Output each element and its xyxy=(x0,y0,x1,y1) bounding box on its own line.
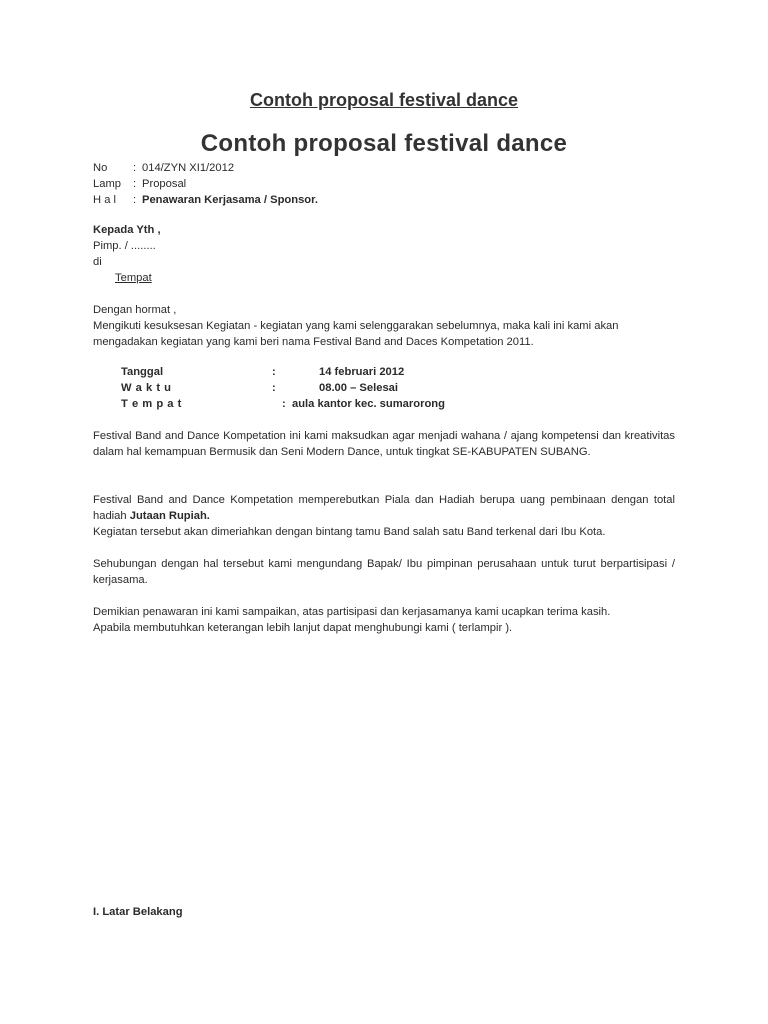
schedule-sep: : xyxy=(272,366,276,378)
field-value: Penawaran Kerjasama / Sponsor. xyxy=(142,194,318,206)
field-label: Lamp xyxy=(93,178,121,190)
paragraph-prize xyxy=(93,492,675,524)
schedule-label: Tanggal xyxy=(121,366,164,378)
prize-amount: Jutaan Rupiah. xyxy=(129,510,210,522)
schedule-row-time xyxy=(121,380,398,396)
paragraph-invite: Sehubungan dengan hal tersebut kami mengundang Bapak/ Ibu pimpinan perusahaan untuk turut berpartisipasi / kerjasama. xyxy=(93,558,675,586)
header-field-no xyxy=(93,160,234,176)
field-value: 014/ZYN XI1/2012 xyxy=(142,162,235,174)
section-heading: I. Latar Belakang xyxy=(93,906,183,918)
schedule-sep: : xyxy=(282,398,286,410)
field-sep: : xyxy=(133,194,137,206)
schedule-row-place xyxy=(121,396,445,412)
intro-line: mengadakan kegiatan yang kami beri nama Festival Band and Daces Kompetation 2011. xyxy=(93,336,534,348)
field-sep: : xyxy=(133,162,137,174)
closing-line: Demikian penawaran ini kami sampaikan, atas partisipasi dan kerjasamanya kami ucapkan terima kasih. xyxy=(93,606,611,618)
field-label: H a l xyxy=(93,194,117,206)
field-sep: : xyxy=(133,178,137,190)
document-subtitle: Contoh proposal festival dance xyxy=(249,90,519,110)
schedule-label: T e m p a t xyxy=(121,398,182,410)
recipient-line: Kepada Yth , xyxy=(93,224,161,236)
header-field-hal xyxy=(93,192,318,208)
schedule-row-date xyxy=(121,364,404,380)
schedule-value: aula kantor kec. sumarorong xyxy=(292,398,445,410)
paragraph-guest: Kegiatan tersebut akan dimeriahkan dengan bintang tamu Band salah satu Band terkenal dari Ibu Kota. xyxy=(93,526,606,538)
paragraph-festival: Festival Band and Dance Kompetation ini kami maksudkan agar menjadi wahana / ajang kompetensi dan kreativitas dalam hal kemampuan Bermusik dan Seni Modern Dance, untuk tingkat SE-KABUPATEN SUBANG. xyxy=(93,430,675,458)
recipient-line: Pimp. / ........ xyxy=(93,240,156,252)
schedule-value: 08.00 – Selesai xyxy=(319,382,399,394)
document-title: Contoh proposal festival dance xyxy=(200,130,568,157)
schedule-sep: : xyxy=(272,382,276,394)
recipient-line: di xyxy=(93,256,102,268)
schedule-label: W a k t u xyxy=(121,382,172,394)
header-field-lamp xyxy=(93,176,186,192)
field-value: Proposal xyxy=(142,178,187,190)
schedule-value: 14 februari 2012 xyxy=(319,366,405,378)
greeting: Dengan hormat , xyxy=(93,304,177,316)
prize-text: Festival Band and Dance Kompetation memperebutkan Piala dan Hadiah berupa uang pembinaan dengan total hadiah xyxy=(93,494,675,522)
recipient-place: Tempat xyxy=(115,272,152,284)
intro-line: Mengikuti kesuksesan Kegiatan - kegiatan yang kami selenggarakan sebelumnya, maka kali ini kami akan xyxy=(93,320,619,332)
field-label: No xyxy=(93,162,108,174)
closing-line: Apabila membutuhkan keterangan lebih lanjut dapat menghubungi kami ( terlampir ). xyxy=(93,622,513,634)
